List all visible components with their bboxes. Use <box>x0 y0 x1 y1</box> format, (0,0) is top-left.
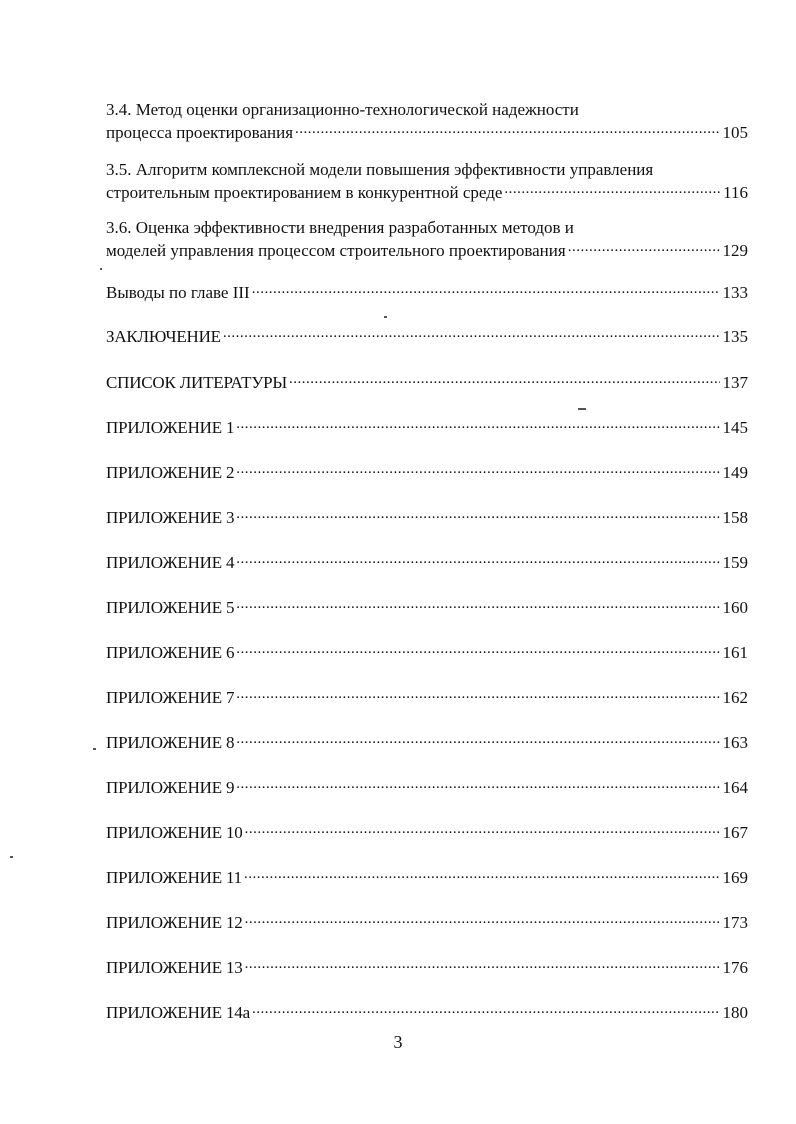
dot-leader <box>236 416 719 433</box>
toc-entry-page-number: 162 <box>722 688 748 707</box>
toc-entry[interactable] <box>106 641 748 664</box>
toc-entry[interactable] <box>106 416 748 439</box>
toc-entry-title: ПРИЛОЖЕНИЕ 3 <box>106 508 235 527</box>
toc-entry-title: строительным проектированием в конкурентной среде <box>106 183 503 202</box>
toc-entry-page-number: 160 <box>722 598 748 617</box>
toc-entry-page-number: 116 <box>723 183 748 202</box>
toc-entry[interactable] <box>106 956 748 979</box>
toc-entry[interactable] <box>106 1001 748 1024</box>
dot-leader <box>236 731 719 748</box>
dot-leader <box>245 911 720 928</box>
toc-entry-line <box>106 181 748 204</box>
toc-entry-title: СПИСОК ЛИТЕРАТУРЫ <box>106 373 288 392</box>
dot-leader <box>289 371 719 388</box>
dot-leader <box>245 821 720 838</box>
scan-speck <box>93 748 96 750</box>
page-number: 3 <box>393 1032 403 1052</box>
toc-entry[interactable] <box>106 506 748 529</box>
toc-entry-title: ПРИЛОЖЕНИЕ 13 <box>106 958 243 977</box>
toc-entry-page-number: 164 <box>722 778 748 797</box>
toc-entry-page-number: 133 <box>722 283 748 302</box>
toc-entry-line <box>106 596 748 619</box>
toc-entry[interactable] <box>106 731 748 754</box>
toc-entry-line <box>106 776 748 799</box>
toc-entry-line <box>106 1001 748 1024</box>
dot-leader <box>568 239 720 256</box>
toc-entry-page-number: 129 <box>722 241 748 260</box>
toc-entry-title: ПРИЛОЖЕНИЕ 14а <box>106 1003 250 1022</box>
toc-entry[interactable] <box>106 461 748 484</box>
toc-entry-page-number: 161 <box>722 643 748 662</box>
toc-entry[interactable] <box>106 158 748 204</box>
toc-entry-title: ПРИЛОЖЕНИЕ 8 <box>106 733 235 752</box>
dot-leader <box>236 551 719 568</box>
toc-entry-line <box>106 866 748 889</box>
toc-entry-page-number: 137 <box>722 373 748 392</box>
toc-entry-line <box>106 416 748 439</box>
toc-entry-page-number: 159 <box>722 553 748 572</box>
toc-entry-title: ПРИЛОЖЕНИЕ 5 <box>106 598 235 617</box>
dot-leader <box>236 641 719 658</box>
toc-entry-title-line1: 3.6. Оценка эффективности внедрения разработанных методов и <box>106 218 574 237</box>
toc-entry[interactable] <box>106 216 748 262</box>
toc-entry[interactable] <box>106 551 748 574</box>
scan-speck <box>578 408 586 410</box>
toc-entry-page-number: 176 <box>722 958 748 977</box>
toc-entry-title: ПРИЛОЖЕНИЕ 10 <box>106 823 243 842</box>
toc-entry-line <box>106 686 748 709</box>
toc-entry-title-line1: 3.5. Алгоритм комплексной модели повышения эффективности управления <box>106 160 654 179</box>
toc-entry-page-number: 105 <box>722 123 748 142</box>
toc-entry-title: ЗАКЛЮЧЕНИЕ <box>106 327 221 346</box>
toc-entry-line <box>106 461 748 484</box>
toc-entry[interactable] <box>106 866 748 889</box>
toc-entry-line <box>106 121 748 144</box>
toc-entry-title: ПРИЛОЖЕНИЕ 4 <box>106 553 235 572</box>
toc-entry-page-number: 145 <box>722 418 748 437</box>
scan-speck <box>10 856 13 858</box>
dot-leader <box>504 181 720 198</box>
toc-entry[interactable] <box>106 776 748 799</box>
scan-speck <box>100 268 102 270</box>
toc-entry-line <box>106 325 748 348</box>
toc-entry[interactable] <box>106 281 748 304</box>
toc-entry-title: ПРИЛОЖЕНИЕ 11 <box>106 868 242 887</box>
toc-entry-line <box>106 731 748 754</box>
toc-entry-title: Выводы по главе III <box>106 283 250 302</box>
dot-leader <box>252 281 720 298</box>
toc-entry[interactable] <box>106 821 748 844</box>
toc-entry[interactable] <box>106 98 748 144</box>
dot-leader <box>236 776 719 793</box>
toc-entry-title: ПРИЛОЖЕНИЕ 7 <box>106 688 235 707</box>
toc-entry-page-number: 167 <box>722 823 748 842</box>
dot-leader <box>236 686 719 703</box>
dot-leader <box>245 956 720 973</box>
toc-entry[interactable] <box>106 325 748 348</box>
toc-entry-line <box>106 506 748 529</box>
toc-entry-line <box>106 911 748 934</box>
toc-entry-title: ПРИЛОЖЕНИЕ 6 <box>106 643 235 662</box>
dot-leader <box>252 1001 720 1018</box>
toc-entry-line <box>106 281 748 304</box>
dot-leader <box>236 506 719 523</box>
toc-entry[interactable] <box>106 686 748 709</box>
toc-entry-line <box>106 371 748 394</box>
toc-entry-page-number: 173 <box>722 913 748 932</box>
toc-entry-line <box>106 641 748 664</box>
toc-entry-line <box>106 821 748 844</box>
toc-entry-title: ПРИЛОЖЕНИЕ 9 <box>106 778 235 797</box>
toc-entry-line <box>106 551 748 574</box>
toc-entry-page-number: 149 <box>722 463 748 482</box>
dot-leader <box>223 325 720 342</box>
dot-leader <box>244 866 720 883</box>
toc-entry-title-line1: 3.4. Метод оценки организационно-технологической надежности <box>106 100 579 119</box>
toc-entry-page-number: 180 <box>722 1003 748 1022</box>
toc-entry[interactable] <box>106 911 748 934</box>
toc-entry-title: ПРИЛОЖЕНИЕ 12 <box>106 913 243 932</box>
toc-entry[interactable] <box>106 371 748 394</box>
toc-entry-page-number: 169 <box>722 868 748 887</box>
toc-entry-page-number: 135 <box>722 327 748 346</box>
toc-entry-title: ПРИЛОЖЕНИЕ 2 <box>106 463 235 482</box>
toc-entry-title: ПРИЛОЖЕНИЕ 1 <box>106 418 235 437</box>
scan-speck <box>384 316 387 318</box>
toc-entry-page-number: 163 <box>722 733 748 752</box>
dot-leader <box>295 121 719 138</box>
dot-leader <box>236 461 719 478</box>
toc-entry-page-number: 158 <box>722 508 748 527</box>
dot-leader <box>236 596 719 613</box>
toc-entry-title: процесса проектирования <box>106 123 294 142</box>
toc-entry-title: моделей управления процессом строительного проектирования <box>106 241 566 260</box>
toc-entry-line <box>106 956 748 979</box>
toc-entry-line <box>106 239 748 262</box>
toc-entry[interactable] <box>106 596 748 619</box>
